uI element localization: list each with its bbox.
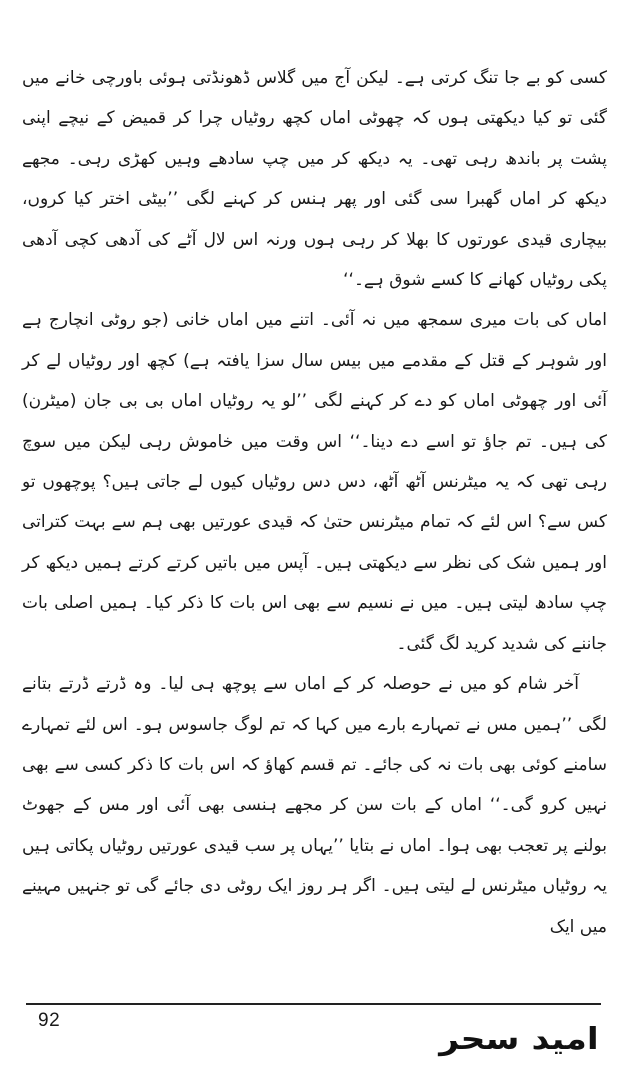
paragraph-1: کسی کو بے جا تنگ کرتی ہے۔ لیکن آج میں گلاس ڈھونڈتی ہوئی باورچی خانے میں گئی تو کیا دیکھتی ہوں کہ چھوٹی اماں کچھ روٹیاں چرا کر قمیض کے نیچے اپنی پشت پر باندھ رہی تھی۔ یہ دیکھ کر میں چپ سادھے وہیں کھڑی رہی۔ مجھے دیکھ کر اماں گھبرا سی گئی اور پھر ہنس کر کہنے لگی ’’بیٹی اختر کیا کروں، بیچاری قیدی عورتوں کا بھلا کر رہی ہوں ورنہ اس لال آٹے کی آدھی کچی آدھی پکی روٹیاں کھانے کا کسے شوق ہے۔‘‘ <box>22 68 607 291</box>
paragraph-3: آخر شام کو میں نے حوصلہ کر کے اماں سے پوچھ ہی لیا۔ وہ ڈرتے ڈرتے بتانے لگی ’’ہمیں مس نے تمہارے بارے میں کہا کہ تم لوگ جاسوس ہو۔ اس لئے تمہارے سامنے کوئی بھی بات نہ کی جائے۔ تم قسم کھاؤ کہ اس بات کا ذکر کسی سے بھی نہیں کرو گی۔‘‘ اماں کے بات سن کر مجھے ہنسی بھی آئی اور مس کے جھوٹ بولنے پر تعجب بھی ہوا۔ اماں نے بتایا ’’یہاں پر سب قیدی عورتیں روٹیاں پکاتی ہیں یہ روٹیاں میٹرنس لے لیتی ہیں۔ اگر ہر روز ایک روٹی دی جائے گی تو جنہیں مہینے میں ایک <box>22 674 607 937</box>
paragraph-2: اماں کی بات میری سمجھ میں نہ آئی۔ اتنے میں اماں خانی (جو روٹی انچارج ہے اور شوہر کے قتل کے مقدمے میں بیس سال سزا یافتہ ہے) کچھ اور روٹیاں لے کر آئی اور چھوٹی اماں کو دے کر کہنے لگی ’’لو یہ روٹیاں اماں بی بی جان (میٹرن) کی ہیں۔ تم جاؤ تو اسے دے دینا۔‘‘ اس وقت میں خاموش رہی لیکن میں سوچ رہی تھی کہ یہ میٹرنس آٹھ آٹھ، دس دس روٹیاں کیوں لے جاتی ہیں؟ پوچھوں تو کس سے؟ اس لئے کہ تمام میٹرنس حتیٰ کہ قیدی عورتیں بھی ہم سے بہت کتراتی اور ہمیں شک کی نظر سے دیکھتی ہیں۔ آپس میں باتیں کرتے کرتے ہمیں دیکھ کر چپ سادھ لیتی ہیں۔ میں نے نسیم سے بھی اس بات کا ذکر کیا۔ ہمیں اصلی بات جاننے کی شدید کرید لگ گئی۔ <box>22 310 607 654</box>
body-text <box>22 58 607 947</box>
footer-divider <box>26 1003 601 1005</box>
page-number: 92 <box>38 1010 61 1031</box>
book-title: امید سحر <box>439 1022 599 1057</box>
